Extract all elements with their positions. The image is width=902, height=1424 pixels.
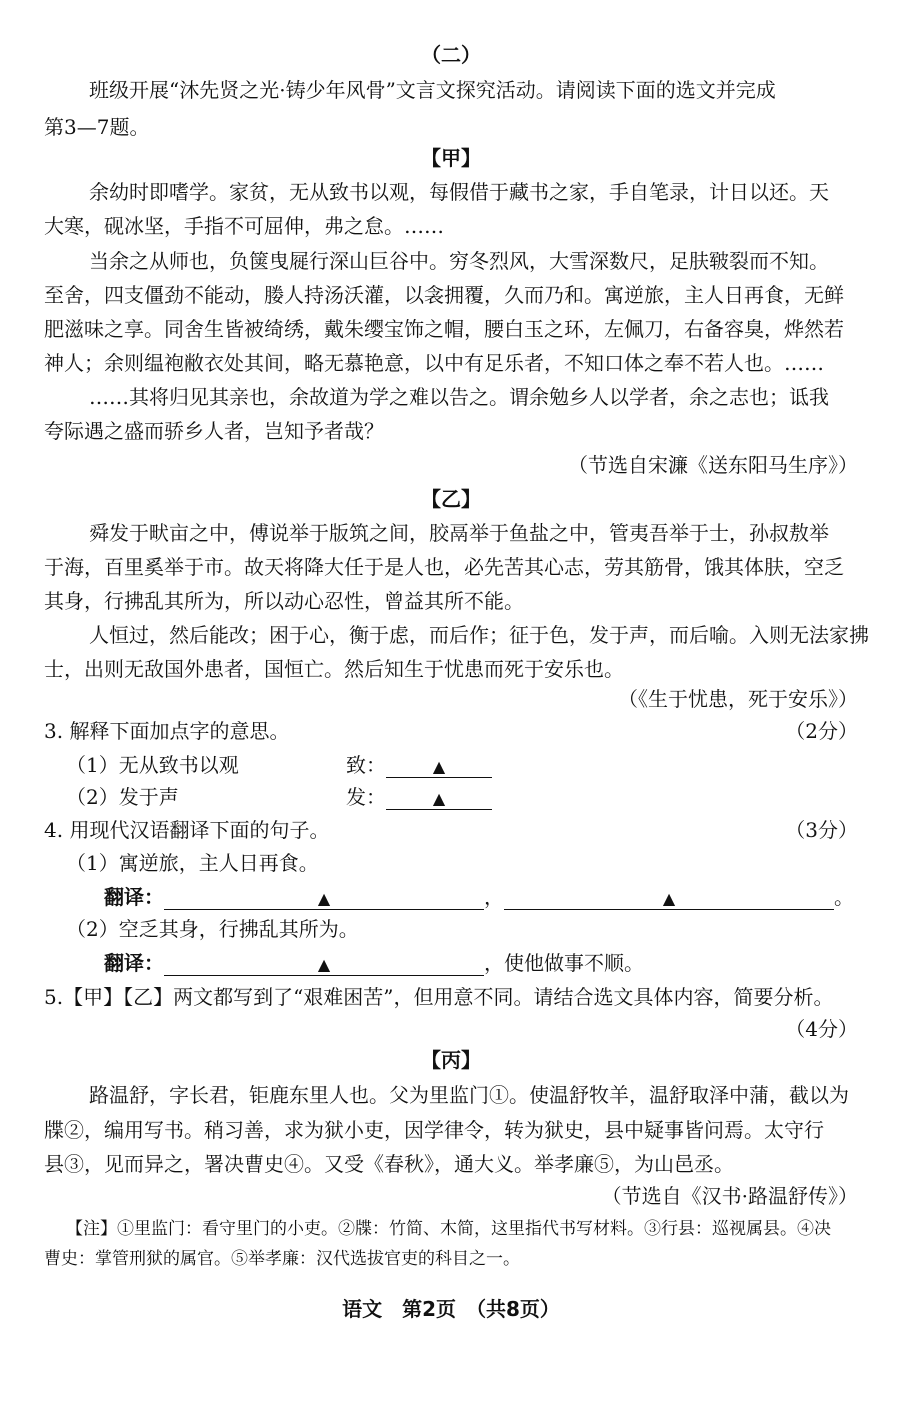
q4-stem: 4. 用现代汉语翻译下面的句子。 — [44, 818, 330, 842]
q3-answer-2-label: 发： — [346, 785, 386, 809]
bing-source: （节选自《汉书·路温舒传》） — [601, 1184, 858, 1208]
q3-answer-1 — [346, 750, 492, 780]
q4-translate-2 — [104, 948, 644, 978]
q4-comma: ， — [484, 885, 504, 909]
bing-heading: 【丙】 — [421, 1048, 481, 1072]
yi-source: （《生于忧患，死于安乐》） — [618, 687, 858, 711]
intro-line-1: 班级开展“沐先贤之光·铸少年风骨”文言文探究活动。请阅读下面的选文并完成 — [89, 78, 776, 102]
jia-source: （节选自宋濂《送东阳马生序》） — [568, 453, 858, 477]
notes-line-1: 【注】①里监门：看守里门的小吏。②牒：竹简、木简，这里指代书写材料。③行县：巡视属县。④决 — [66, 1219, 831, 1239]
jia-line-3: 当余之从师也，负箧曳屣行深山巨谷中。穷冬烈风，大雪深数尺，足肤皲裂而不知。 — [89, 249, 829, 273]
section-title: （二） — [421, 43, 481, 67]
q3-answer-1-label: 致： — [346, 753, 386, 777]
q3-answer-2 — [346, 782, 492, 812]
notes-line-2: 曹史：掌管刑狱的属官。⑤举孝廉：汉代选拔官吏的科目之一。 — [44, 1249, 520, 1269]
yi-heading: 【乙】 — [421, 487, 481, 511]
bing-line-2: 牒②，编用写书。稍习善，求为狱小吏，因学律令，转为狱史，县中疑事皆问焉。太守行 — [44, 1118, 824, 1142]
bing-line-1: 路温舒，字长君，钜鹿东里人也。父为里监门①。使温舒牧羊，温舒取泽中蒲，截以为 — [89, 1083, 849, 1107]
q4-translate-1-label: 翻译： — [104, 885, 164, 909]
q4-item-1: （1）寓逆旅，主人日再食。 — [66, 851, 319, 875]
q3-item-2: （2）发于声 — [66, 785, 179, 809]
q3-stem: 3. 解释下面加点字的意思。 — [44, 719, 290, 743]
jia-line-1-text: 余幼时即嗜学。家贫，无从致书以观，每假借于藏书之家，手自笔录，计日以还。天 — [89, 180, 829, 204]
jia-line-1 — [89, 177, 829, 207]
jia-heading: 【甲】 — [421, 146, 481, 170]
q3-item-1: （1）无从致书以观 — [66, 753, 239, 777]
q4-translate-1 — [104, 882, 854, 912]
q4-period: 。 — [834, 885, 854, 909]
intro-line-2: 第3—7题。 — [44, 115, 150, 139]
q5-score: （4分） — [785, 1017, 858, 1041]
bing-line-3: 县③，见而异之，署决曹史④。又受《春秋》，通大义。举孝廉⑤，为山邑丞。 — [44, 1152, 734, 1176]
q4-answer-2-blank[interactable] — [164, 951, 484, 976]
jia-line-5: 肥滋味之享。同舍生皆被绮绣，戴朱缨宝饰之帽，腰白玉之环，左佩刀，右备容臭，烨然若 — [44, 317, 844, 341]
jia-line-4: 至舍，四支僵劲不能动，媵人持汤沃灌，以衾拥覆，久而乃和。寓逆旅，主人日再食，无鲜 — [44, 283, 844, 307]
q4-item-2-suffix: ，使他做事不顺。 — [484, 951, 644, 975]
yi-line-2: 于海，百里奚举于市。故天将降大任于是人也，必先苦其心志，劳其筋骨，饿其体肤，空乏 — [44, 555, 844, 579]
q4-translate-2-label: 翻译： — [104, 951, 164, 975]
q4-item-2: （2）空乏其身，行拂乱其所为。 — [66, 917, 359, 941]
answer-placeholder-icon: ▲ — [432, 757, 446, 776]
page-footer: 语文 第2页 （共8页） — [342, 1297, 560, 1321]
q3-answer-1-blank[interactable] — [386, 753, 492, 778]
q3-score: （2分） — [785, 719, 858, 743]
answer-placeholder-icon: ▲ — [317, 889, 331, 908]
yi-line-3: 其身，行拂乱其所为，所以动心忍性，曾益其所不能。 — [44, 589, 524, 613]
answer-placeholder-icon: ▲ — [662, 889, 676, 908]
q4-answer-1b-blank[interactable] — [504, 885, 834, 910]
jia-line-7: ……其将归见其亲也，余故道为学之难以告之。谓余勉乡人以学者，余之志也；诋我 — [89, 385, 829, 409]
yi-line-4: 人恒过，然后能改；困于心，衡于虑，而后作；征于色，发于声，而后喻。入则无法家拂 — [89, 623, 869, 647]
q4-answer-1a-blank[interactable] — [164, 885, 484, 910]
q3-answer-2-blank[interactable] — [386, 785, 492, 810]
q5-stem: 5.【甲】【乙】两文都写到了“艰难困苦”，但用意不同。请结合选文具体内容，简要分析。 — [44, 985, 834, 1009]
jia-line-8: 夸际遇之盛而骄乡人者，岂知予者哉？ — [44, 419, 384, 443]
answer-placeholder-icon: ▲ — [317, 955, 331, 974]
answer-placeholder-icon: ▲ — [432, 789, 446, 808]
q4-score: （3分） — [785, 818, 858, 842]
jia-line-6: 神人；余则缊袍敝衣处其间，略无慕艳意，以中有足乐者，不知口体之奉不若人也。…… — [44, 351, 824, 375]
yi-line-1: 舜发于畎亩之中，傅说举于版筑之间，胶鬲举于鱼盐之中，管夷吾举于士，孙叔敖举 — [89, 521, 829, 545]
jia-line-2: 大寒，砚冰坚，手指不可屈伸，弗之怠。…… — [44, 214, 444, 238]
yi-line-5: 士，出则无敌国外患者，国恒亡。然后知生于忧患而死于安乐也。 — [44, 657, 624, 681]
